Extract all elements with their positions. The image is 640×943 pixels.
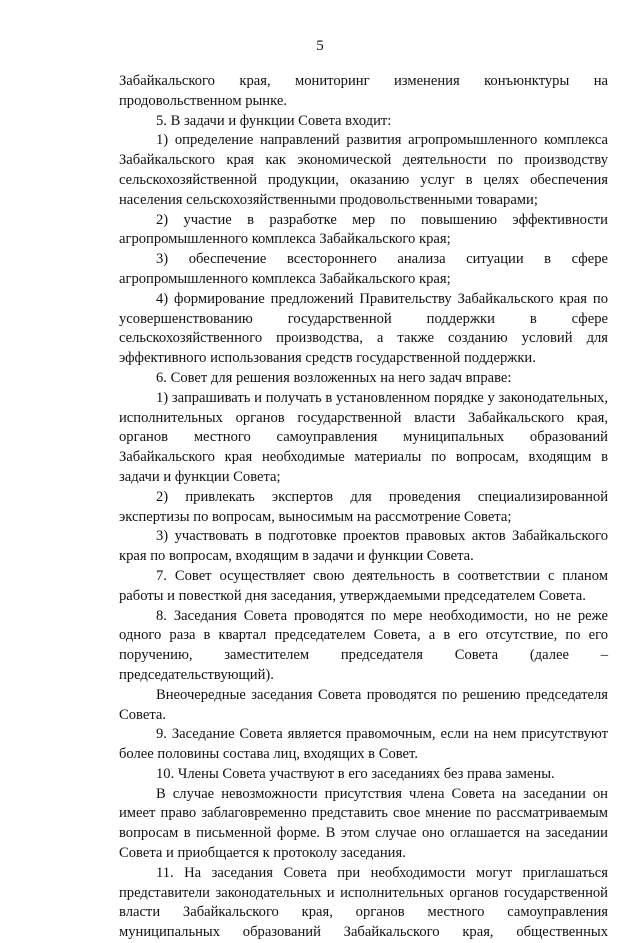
page-number: 5 [316,38,324,54]
paragraph: 7. Совет осуществляет свою деятельность в соответствии с планом работы и повесткой дня заседания, утверждаемыми председателем Совета. [119,567,608,604]
paragraph: 6. Совет для решения возложенных на него задач вправе: [156,369,512,386]
paragraph: 10. Члены Совета участвуют в его заседаниях без права замены. [156,765,555,782]
paragraph: 4) формирование предложений Правительству Забайкальского края по усовершенствованию государственной поддержки в сфере сельскохозяйственного производства, а также созданию условий для эффективного использования средств государственной поддержки. [119,290,608,367]
paragraph: 11. На заседания Совета при необходимости могут приглашаться представители законодательных и исполнительных органов государственной власти Забайкальского края, органов местного самоуправления муниципальных образований Забайкальского края, общественных [119,864,608,941]
paragraph: 8. Заседания Совета проводятся по мере необходимости, но не реже одного раза в квартал председателем Совета, а в его отсутствие, по его поручению, заместителем председателя Совета (далее – председательствующий). [119,607,608,683]
paragraph: 5. В задачи и функции Совета входит: [156,112,392,129]
paragraph: В случае невозможности присутствия члена Совета на заседании он имеет право заблаговременно представить свое мнение по рассматриваемым вопросам в письменной форме. В этом случае оно оглашается на заседании Совета и приобщается к протоколу заседания. [119,785,608,862]
paragraph: 2) привлекать экспертов для проведения специализированной экспертизы по вопросам, выносимым на рассмотрение Совета; [119,488,608,525]
paragraph: Забайкальского края, мониторинг изменения конъюнктуры на продовольственном рынке. [119,73,608,109]
document-body [119,72,608,943]
paragraph: 3) обеспечение всестороннего анализа ситуации в сфере агропромышленного комплекса Забайкальского края; [119,251,608,287]
paragraph: 1) запрашивать и получать в установленном порядке у законодательных, исполнительных органов государственной власти Забайкальского края, органов местного самоуправления муниципальных образований Забайкальского края необходимые материалы по вопросам, входящим в задачи и функции Совета; [119,389,608,485]
paragraph: 3) участвовать в подготовке проектов правовых актов Забайкальского края по вопросам, входящим в задачи и функции Совета. [119,528,608,565]
paragraph: 2) участие в разработке мер по повышению эффективности агропромышленного комплекса Забайкальского края; [119,211,608,248]
paragraph: 9. Заседание Совета является правомочным, если на нем присутствуют более половины состава лиц, входящих в Совет. [119,726,608,763]
paragraph: Внеочередные заседания Совета проводятся по решению председателя Совета. [119,686,608,723]
paragraph: 1) определение направлений развития агропромышленного комплекса Забайкальского края как экономической деятельности по производству сельскохозяйственной продукции, оказанию услуг в целях обеспечения населения сельскохозяйственными продовольственными товарами; [119,132,608,208]
